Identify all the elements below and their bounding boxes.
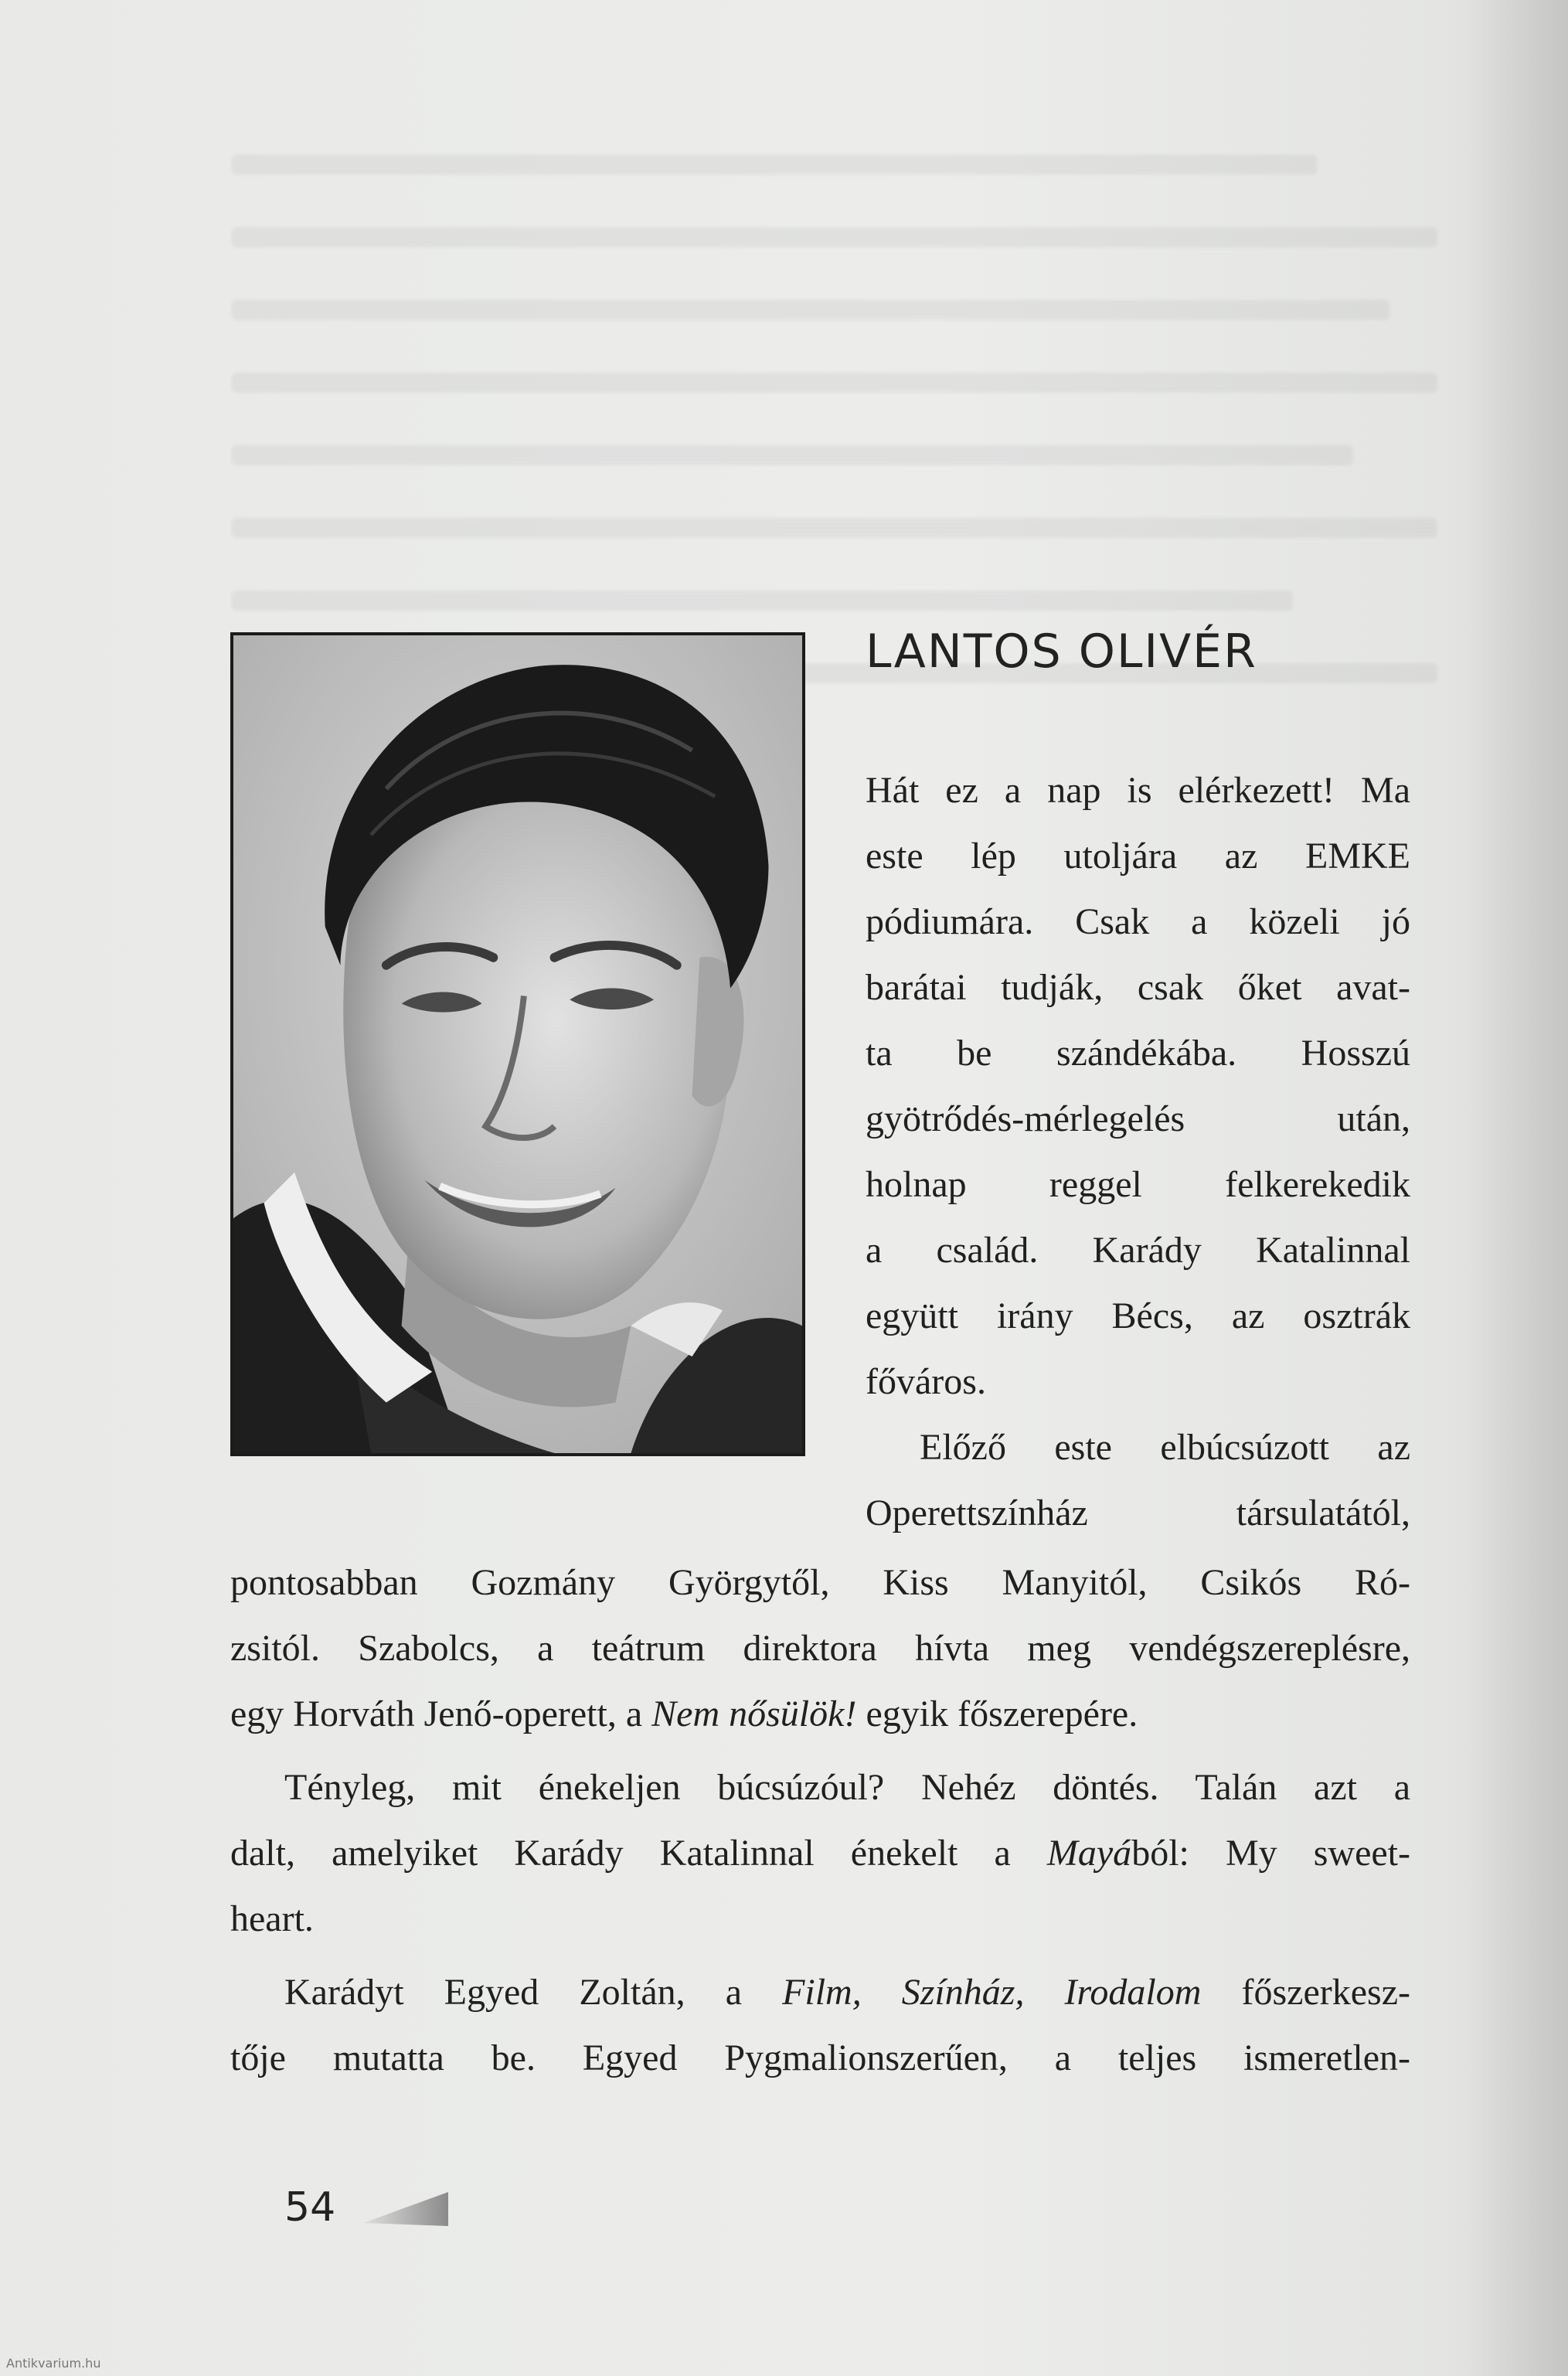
text-line: este lép utoljára az EMKE	[866, 836, 1410, 877]
text-run: egyik főszerepére.	[856, 1693, 1138, 1734]
text-line	[230, 1681, 1410, 1747]
text-line: pódiumára. Csak a közeli jó	[866, 901, 1410, 942]
body-text	[230, 1550, 1410, 2091]
text-run: ból: My sweet-	[1131, 1833, 1411, 1874]
text-run: egy Horváth Jenő-operett, a	[230, 1693, 652, 1734]
text-line: Hát ez a nap is elérkezett! Ma	[866, 770, 1410, 811]
text-line: zsitól. Szabolcs, a teátrum direktora hívta meg vendégszereplésre,	[230, 1628, 1410, 1669]
text-line: pontosabban Gozmány Györgytől, Kiss Manyitól, Csikós Ró-	[230, 1562, 1410, 1603]
text-run: dalt, amelyiket Karády Katalinnal énekelt a	[230, 1833, 1047, 1874]
text-line: Tényleg, mit énekeljen búcsúzóul? Nehéz döntés. Talán azt a	[284, 1767, 1410, 1808]
italic-title: Film, Színház, Irodalom	[782, 1972, 1202, 2013]
italic-title: Nem nősülök!	[651, 1693, 857, 1734]
text-line: együtt irány Bécs, az osztrák	[866, 1295, 1410, 1336]
column-text	[866, 757, 1410, 1546]
page-edge-shadow	[1468, 0, 1568, 2376]
watermark-logo: Antikvarium.hu	[6, 2356, 101, 2371]
text-line: Operettszínház társulatától,	[866, 1493, 1410, 1534]
page-number-wedge-icon	[363, 2192, 448, 2229]
text-line: tője mutatta be. Egyed Pygmalionszerűen, a teljes ismeretlen-	[230, 2037, 1410, 2078]
page-number: 54	[284, 2184, 336, 2231]
text-line	[230, 1820, 1410, 1886]
text-run: Karádyt Egyed Zoltán, a	[284, 1972, 783, 2013]
chapter-heading: LANTOS OLIVÉR	[866, 625, 1257, 679]
text-line: gyötrődés-mérlegelés után,	[866, 1098, 1410, 1139]
text-run: főszerkesz-	[1201, 1972, 1411, 2013]
portrait-photo	[230, 632, 805, 1456]
italic-title: Mayá	[1046, 1833, 1132, 1874]
text-line: a család. Karády Katalinnal	[866, 1230, 1410, 1271]
text-line: főváros.	[866, 1361, 986, 1402]
text-line: ta be szándékába. Hosszú	[866, 1033, 1410, 1074]
text-line: Előző este elbúcsúzott az	[920, 1427, 1410, 1468]
text-line: holnap reggel felkerekedik	[866, 1164, 1410, 1205]
text-line: barátai tudják, csak őket avat-	[866, 967, 1410, 1008]
text-line: heart.	[230, 1898, 314, 1939]
portrait-image	[233, 635, 802, 1453]
text-line	[230, 1959, 1410, 2025]
